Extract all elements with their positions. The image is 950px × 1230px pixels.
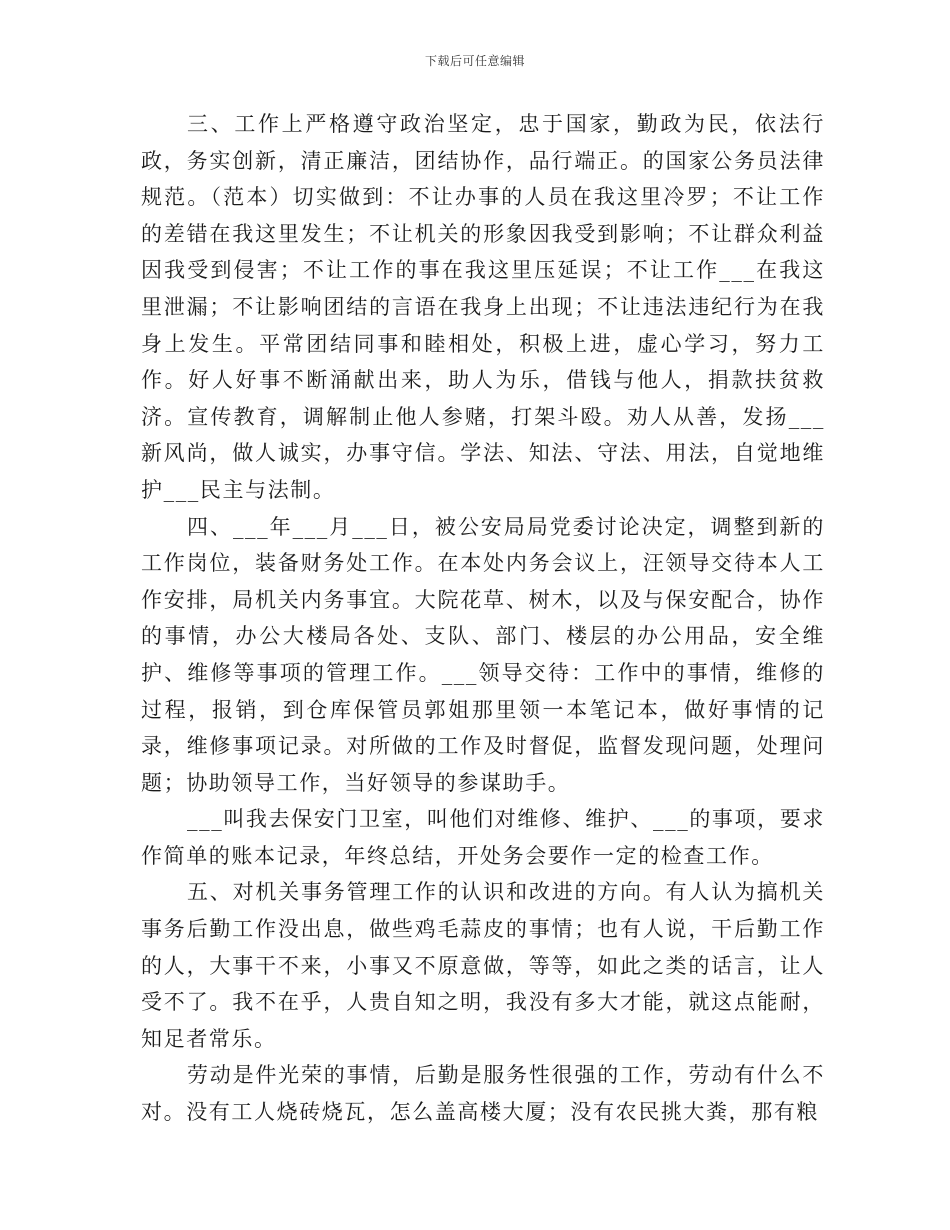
paragraph-section-four: 四、___年___月___日，被公安局局党委讨论决定，调整到新的工作岗位，装备财务处工作。在本处内务会议上，汪领导交待本人工作安排，局机关内务事宜。大院花草、树木，以及与保安配合，协作的事情，办公大楼局各处、支队、部门、楼层的办公用品，安全维护、维修等事项的管理工作。___领导交待：工作中的事情，维修的过程，报销，到仓库保管员郭姐那里领一本笔记本，做好事情的记录，维修事项记录。对所做的工作及时督促，监督发现问题，处理问题；协助领导工作，当好领导的参谋助手。 bbox=[141, 514, 825, 795]
page-header: 下载后可任意编辑 bbox=[424, 54, 525, 68]
paragraph-security-records: ___叫我去保安门卫室，叫他们对维修、维护、___的事项，要求作简单的账本记录，年终总结，开处务会要作一定的检查工作。 bbox=[141, 807, 825, 868]
document-body bbox=[141, 106, 825, 1131]
paragraph-section-three: 三、工作上严格遵守政治坚定，忠于国家，勤政为民，依法行政，务实创新，清正廉洁，团结协作，品行端正。的国家公务员法律规范。（范本）切实做到：不让办事的人员在我这里冷罗；不让工作的差错在我这里发生；不让机关的形象因我受到影响；不让群众利益因我受到侵害；不让工作的事在我这里压延误；不让工作___在我这里泄漏；不让影响团结的言语在我身上出现；不让违法违纪行为在我身上发生。平常团结同事和睦相处，积极上进，虚心学习，努力工作。好人好事不断涌献出来，助人为乐，借钱与他人，捐款扶贫救济。宣传教育，调解制止他人参赌，打架斗殴。劝人从善，发扬___新风尚，做人诚实，办事守信。学法、知法、守法、用法，自觉地维护___民主与法制。 bbox=[141, 112, 825, 502]
paragraph-labor-honor: 劳动是件光荣的事情，后勤是服务性很强的工作，劳动有什么不对。没有工人烧砖烧瓦，怎么盖高楼大厦；没有农民挑大粪，那有粮 bbox=[141, 1063, 825, 1125]
paragraph-section-five: 五、对机关事务管理工作的认识和改进的方向。有人认为搞机关事务后勤工作没出息，做些鸡毛蒜皮的事情；也有人说，干后勤工作的人，大事干不来，小事又不原意做，等等，如此之类的话言，让人受不了。我不在乎，人贵自知之明，我没有多大才能，就这点能耐，知足者常乐。 bbox=[141, 880, 825, 1051]
